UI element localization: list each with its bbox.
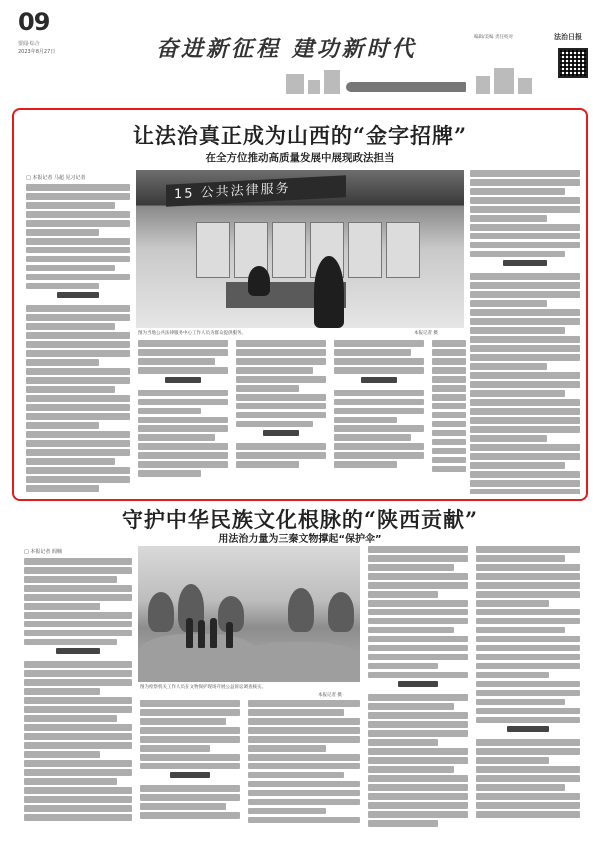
qr-code-icon[interactable] bbox=[558, 48, 588, 78]
page-slogan: 奋进新征程 建功新时代 bbox=[156, 36, 417, 62]
second-article-byline: □ 本报记者 阎楠 bbox=[24, 549, 62, 555]
photo-credit: 本报记者 摄 bbox=[414, 331, 438, 336]
editor-credits: 编辑/美编 责任校对 bbox=[474, 35, 513, 40]
text-column-2 bbox=[138, 340, 228, 494]
text-column-11 bbox=[476, 546, 580, 838]
text-column-8 bbox=[140, 700, 240, 838]
text-column-10 bbox=[368, 546, 468, 838]
article-byline: □ 本报记者 马超 见习记者 bbox=[26, 175, 86, 181]
issue-date: 2023年8月27日 bbox=[18, 49, 56, 55]
photo-sign-text: 15 公共法律服务 bbox=[166, 175, 346, 206]
text-column-6 bbox=[432, 340, 466, 494]
text-column-1 bbox=[26, 184, 130, 494]
photo-caption: 图为当地公共法律服务中心工作人员为群众提供服务。 bbox=[138, 331, 246, 336]
masthead bbox=[6, 6, 594, 96]
page-number: 09 bbox=[18, 8, 50, 36]
skyline-train-graphic bbox=[286, 68, 536, 94]
second-article-photo[interactable] bbox=[138, 546, 360, 682]
highlighted-article[interactable] bbox=[12, 108, 588, 501]
text-column-9 bbox=[248, 700, 360, 838]
article-photo[interactable] bbox=[136, 170, 464, 328]
article-headline[interactable]: 让法治真正成为山西的“金字招牌” bbox=[132, 123, 468, 148]
text-column-4 bbox=[334, 340, 424, 494]
section-label: 要闻·综合 bbox=[18, 41, 40, 47]
text-column-3 bbox=[236, 340, 326, 494]
second-article-subheadline: 用法治力量为三秦文物撑起“保护伞” bbox=[218, 534, 382, 545]
second-article[interactable] bbox=[12, 502, 588, 840]
second-photo-caption: 图为检察机关工作人员在文物保护现场开展公益诉讼调查核实。 bbox=[140, 685, 266, 690]
text-column-5 bbox=[470, 170, 580, 494]
second-photo-credit: 本报记者 摄 bbox=[318, 693, 342, 698]
text-column-7 bbox=[24, 558, 132, 838]
train-icon bbox=[346, 82, 466, 92]
article-subheadline: 在全方位推动高质量发展中展现政法担当 bbox=[205, 152, 395, 164]
paper-name: 法治日报 bbox=[554, 32, 582, 41]
second-article-headline[interactable]: 守护中华民族文化根脉的“陕西贡献” bbox=[121, 507, 479, 532]
